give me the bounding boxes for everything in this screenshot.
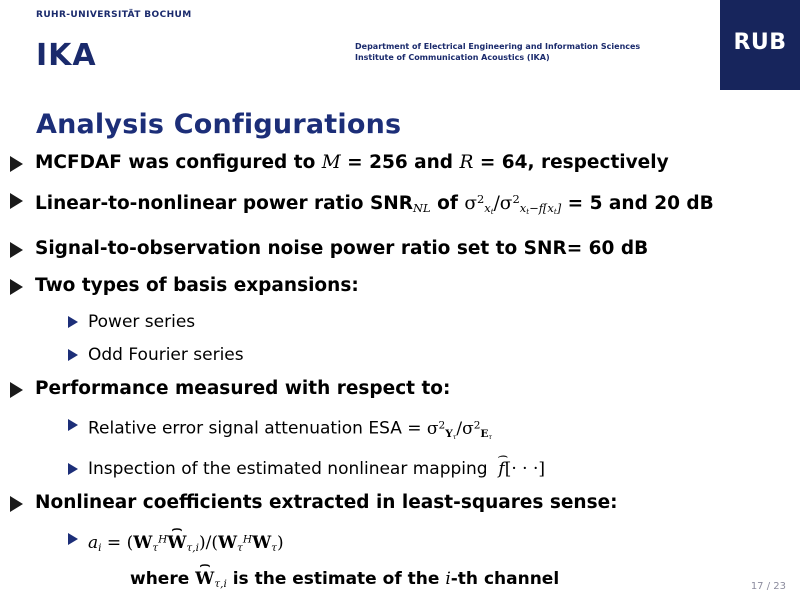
list-item-coefficient-formula [6, 528, 796, 559]
math-esa-formula: $\sigma^2_{Y_\tau}/\sigma^2_{E_\tau}$ [426, 418, 493, 441]
bullet-list [6, 151, 796, 596]
bullet-text: Signal-to-observation noise power ratio set to SNR= 60 dB [35, 238, 649, 260]
page-title: Analysis Configurations [36, 109, 402, 140]
bullet-text: Nonlinear coefficients extracted in least-squares sense: [35, 492, 618, 514]
triangle-bullet-icon [10, 279, 23, 295]
triangle-bullet-icon [68, 463, 78, 475]
slide-header [0, 0, 800, 88]
math-symbol-m: M [321, 152, 341, 173]
list-item-basis-expansions [6, 274, 796, 297]
bullet-text-part: = 5 and 20 dB [561, 192, 714, 214]
slide-content [0, 95, 800, 600]
bullet-text [35, 151, 669, 174]
bullet-text-part: Linear-to-nonlinear power ratio SNR [35, 192, 414, 214]
list-item-power-series [6, 311, 796, 334]
triangle-bullet-icon [10, 193, 23, 209]
bullet-text [88, 528, 284, 559]
list-item-snr-observation [6, 237, 796, 260]
math-what: ⌢ $W_{\tau,i}$ [195, 569, 227, 589]
bullet-text: Inspection of the estimated nonlinear mapping ⌢ f[· · ·] [88, 458, 545, 481]
bullet-text: Odd Fourier series [88, 345, 244, 366]
math-fhat: ⌢ f[· · ·] [498, 459, 545, 479]
bullet-text-part: of [430, 192, 465, 214]
triangle-bullet-icon [68, 316, 78, 328]
list-item-relative-error-esa [6, 414, 796, 448]
university-name: RUHR-UNIVERSITÄT BOCHUM [36, 10, 192, 20]
math-coefficient-formula: $a_i$ = ($W_\tau^H⌢$ $W_{\tau,i})/(W_\tau^HW_\tau)$ [88, 533, 284, 553]
department-line-1: Department of Electrical Engineering and Information Sciences [355, 42, 641, 51]
institute-logo: IKA [36, 38, 97, 73]
triangle-bullet-icon [10, 156, 23, 172]
math-symbol-r: R [459, 152, 474, 173]
bullet-text: Relative error signal attenuation ESA = $\sigma^2_{Y_\tau}/\sigma^2_{E_\tau}$ [88, 418, 493, 441]
bullet-text: Power series [88, 312, 196, 333]
bullet-text [35, 188, 714, 223]
math-index-i: i [445, 568, 451, 589]
rub-logo-text: RUB [733, 30, 787, 55]
coefficient-note: where ⌢ $W_{\tau,i}$ is the estimate of the i-th channel [6, 568, 796, 596]
department-line-2: Institute of Communication Acoustics (IKA) [355, 53, 550, 62]
triangle-bullet-icon [68, 349, 78, 361]
bullet-text-part: = 256 and [340, 152, 460, 173]
list-item-mcfdaf-config [6, 151, 796, 174]
list-item-performance-measured [6, 377, 796, 400]
bullet-text-part: = 64, respectively [473, 152, 669, 173]
subscript-nl: NL [413, 201, 431, 216]
list-item-odd-fourier-series [6, 344, 796, 367]
department-info [355, 41, 640, 63]
triangle-bullet-icon [68, 533, 78, 545]
bullet-text: Two types of basis expansions: [35, 275, 359, 297]
triangle-bullet-icon [10, 242, 23, 258]
list-item-inspection-nonlinear-mapping [6, 458, 796, 481]
list-item-nonlinear-coefficients [6, 491, 796, 514]
triangle-bullet-icon [10, 382, 23, 398]
math-fraction: $\sigma^2_{x_t}/\sigma^2_{x_t-f[x_t]}$ [464, 192, 562, 217]
bullet-text: Performance measured with respect to: [35, 378, 451, 400]
bullet-text-part: MCFDAF was configured to [35, 152, 322, 173]
rub-logo-box [720, 0, 800, 90]
triangle-bullet-icon [10, 496, 23, 512]
page-number: 17 / 23 [750, 581, 786, 592]
list-item-snr-nl-ratio [6, 188, 796, 223]
triangle-bullet-icon [68, 419, 78, 431]
